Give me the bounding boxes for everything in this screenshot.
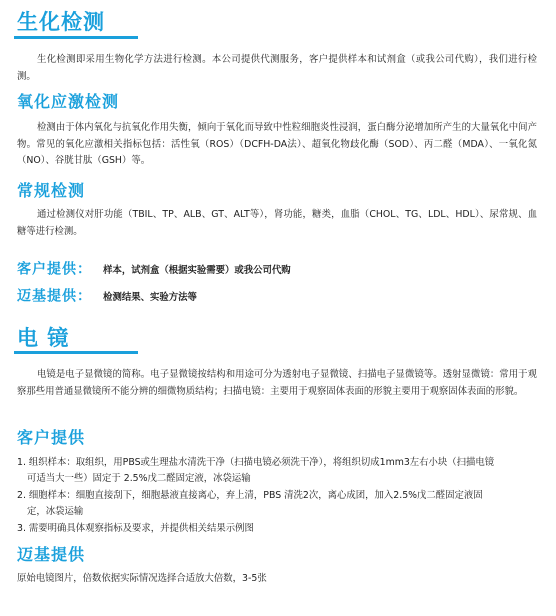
section-title-biochem: 生化检测	[17, 10, 105, 34]
list-item	[17, 521, 537, 537]
list-item	[17, 455, 537, 487]
list-item-line: 1. 组织样本：取组织，用PBS或生理盐水清洗干净（扫描电镜必须洗干净），将组织切成1mm3左右小块（扫描电镜	[17, 457, 495, 468]
maiji-provide-row	[17, 285, 197, 305]
paragraph-biochem: 生化检测即采用生物化学方法进行检测。本公司提供代测服务，客户提供样本和试剂盒（或我公司代购），我们进行检测。	[17, 54, 537, 82]
list-item-line: 定，冰袋运输	[27, 506, 84, 517]
paragraph-em: 电镜是电子显微镜的简称。电子显微镜按结构和用途可分为透射电子显微镜、扫描电子显微镜等。透射显微镜：常用于观察那些用普通显微镜所不能分辨的细微物质结构；扫描电镜：主要用于观察固体表面的形貌主要用于观察固体表面的形貌。	[17, 369, 537, 397]
section-title-oxidative: 氧化应激检测	[17, 92, 120, 111]
paragraph-oxidative: 检测由于体内氧化与抗氧化作用失衡，倾向于氧化而导致中性粒细胞炎性浸润，蛋白酶分泌增加所产生的大量氧化中间产物。常见的氧化应激相关指标包括：活性氧（ROS）（DCFH-DA法）、超氧化物歧化酶（SOD）、丙二醛（MDA）、一氧化氮（NO）、谷胱甘肽（GSH）等。	[17, 122, 537, 166]
customer-provide-row	[17, 258, 291, 278]
section-title-em-customer: 客户提供	[17, 428, 86, 447]
paragraph-em-maiji: 原始电镜图片，倍数依据实际情况选择合适放大倍数，3-5张	[17, 573, 267, 584]
list-item-line: 可适当大一些）固定于 2.5%戊二醛固定液，冰袋运输	[27, 473, 251, 484]
list-item	[17, 488, 537, 520]
title-underline	[14, 36, 138, 39]
customer-provide-text: 样本，试剂盒（根据实验需要）或我公司代购	[103, 264, 291, 276]
paragraph-routine: 通过检测仪对肝功能（TBIL、TP、ALB、GT、ALT等），肾功能，糖类，血脂（CHOL、TG、LDL、HDL）、尿常规、血糖等进行检测。	[17, 209, 537, 237]
section-title-em: 电 镜	[17, 326, 70, 350]
list-item-line: 2. 细胞样本：细胞直接刮下，细胞悬液直接离心，弃上清，PBS 清洗2次，离心成团，加入2.5%戊二醛固定液固	[17, 490, 483, 501]
section-title-em-maiji: 迈基提供	[17, 545, 86, 564]
section-title-routine: 常规检测	[17, 181, 86, 200]
maiji-provide-label: 迈基提供：	[17, 288, 92, 305]
maiji-provide-text: 检测结果、实验方法等	[103, 291, 197, 303]
title-underline	[14, 351, 138, 354]
customer-provide-label: 客户提供：	[17, 261, 92, 278]
list-item-line: 3. 需要明确具体观察指标及要求，并提供相关结果示例图	[17, 523, 254, 534]
